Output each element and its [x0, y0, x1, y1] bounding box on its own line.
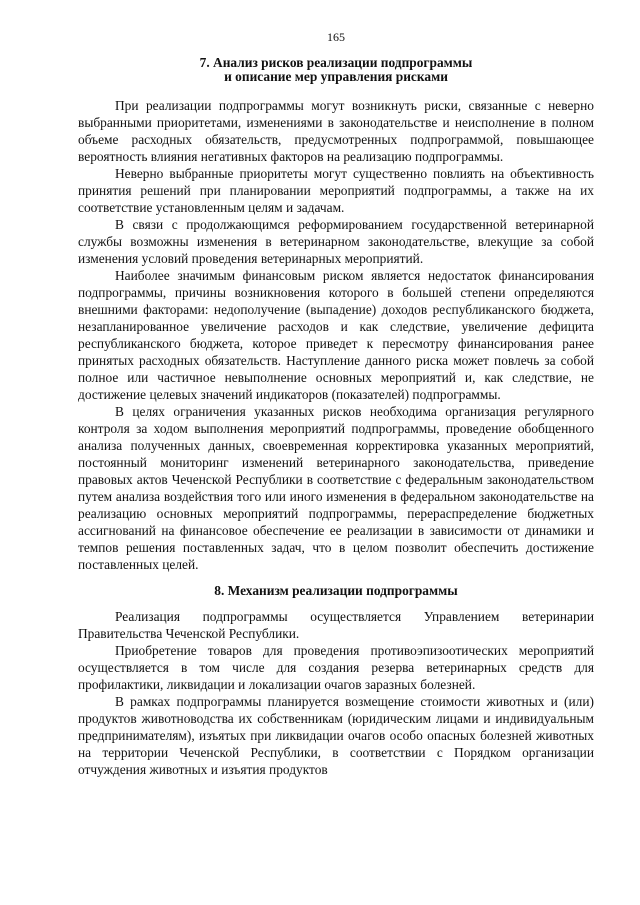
section-7-paragraph: Неверно выбранные приоритеты могут существенно повлиять на объективность принятия решений при планировании мероприятий подпрограммы, а также на их соответствие установленным целям и задачам.	[78, 166, 594, 215]
section-8-paragraph: В рамках подпрограммы планируется возмещение стоимости животных и (или) продуктов животноводства их собственникам (юридическим лицами и индивидуальным предпринимателям), изъятых при ликвидации очагов особо опасных болезней животных на территории Чеченской Республики, в соответствии с Порядком организации отчуждения животных и изъятия продуктов	[78, 694, 594, 777]
section-7-paragraph: Наиболее значимым финансовым риском является недостаток финансирования подпрограммы, причины возникновения которого в большей степени определяются внешними факторами: недополучение (выпадение) доходов республиканского бюджета, незапланированное увеличение расходов и как следствие, увеличение дефицита республиканского бюджета, которое приведет к пересмотру финансирования ранее принятых расходных обязательств. Наступление данного риска может повлечь за собой полное или частичное невыполнение основных мероприятий и, как следствие, не достижение целевых значений индикаторов (показателей) подпрограммы.	[78, 268, 594, 402]
page-number: 165	[327, 30, 345, 44]
section-8-paragraph: Реализация подпрограммы осуществляется Управлением ветеринарии Правительства Чеченской Республики.	[78, 609, 594, 641]
document-page	[78, 30, 594, 778]
section-7-paragraph: В связи с продолжающимся реформированием государственной ветеринарной службы возможны изменения в ветеринарном законодательстве, влекущие за собой изменения условий проведения ветеринарных мероприятий.	[78, 217, 594, 266]
section-7-paragraph: При реализации подпрограммы могут возникнуть риски, связанные с неверно выбранными приоритетами, изменениями в законодательстве и неисполнение в полном объеме расходных обязательств, предусмотренных подпрограммой, повышающее вероятность влияния негативных факторов на реализацию подпрограммы.	[78, 98, 594, 164]
section-7-title	[78, 56, 594, 84]
section-7-paragraph: В целях ограничения указанных рисков необходима организация регулярного контроля за ходом выполнения мероприятий подпрограммы, проведение обобщенного анализа полученных данных, своевременная корректировка указанных мероприятий, постоянный мониторинг изменений ветеринарного законодательства, приведение правовых актов Чеченской Республики в соответствие с федеральным законодательством путем анализа воздействия того или иного изменения в федеральном законодательстве на реализацию основных мероприятий подпрограммы, перераспределение бюджетных ассигнований на финансовое обеспечение ее реализации в зависимости от динамики и темпов решения поставленных задач, что в целом позволит обеспечить достижение поставленных целей.	[78, 404, 594, 572]
section-8-paragraph: Приобретение товаров для проведения противоэпизоотических мероприятий осуществляется в том числе для создания резерва ветеринарных средств для профилактики, ликвидации и локализации очагов заразных болезней.	[78, 643, 594, 692]
section-8-title: 8. Механизм реализации подпрограммы	[214, 583, 458, 598]
section-7-title-line-2: и описание мер управления рисками	[224, 69, 448, 84]
section-7-title-line-1: 7. Анализ рисков реализации подпрограммы	[199, 55, 473, 70]
